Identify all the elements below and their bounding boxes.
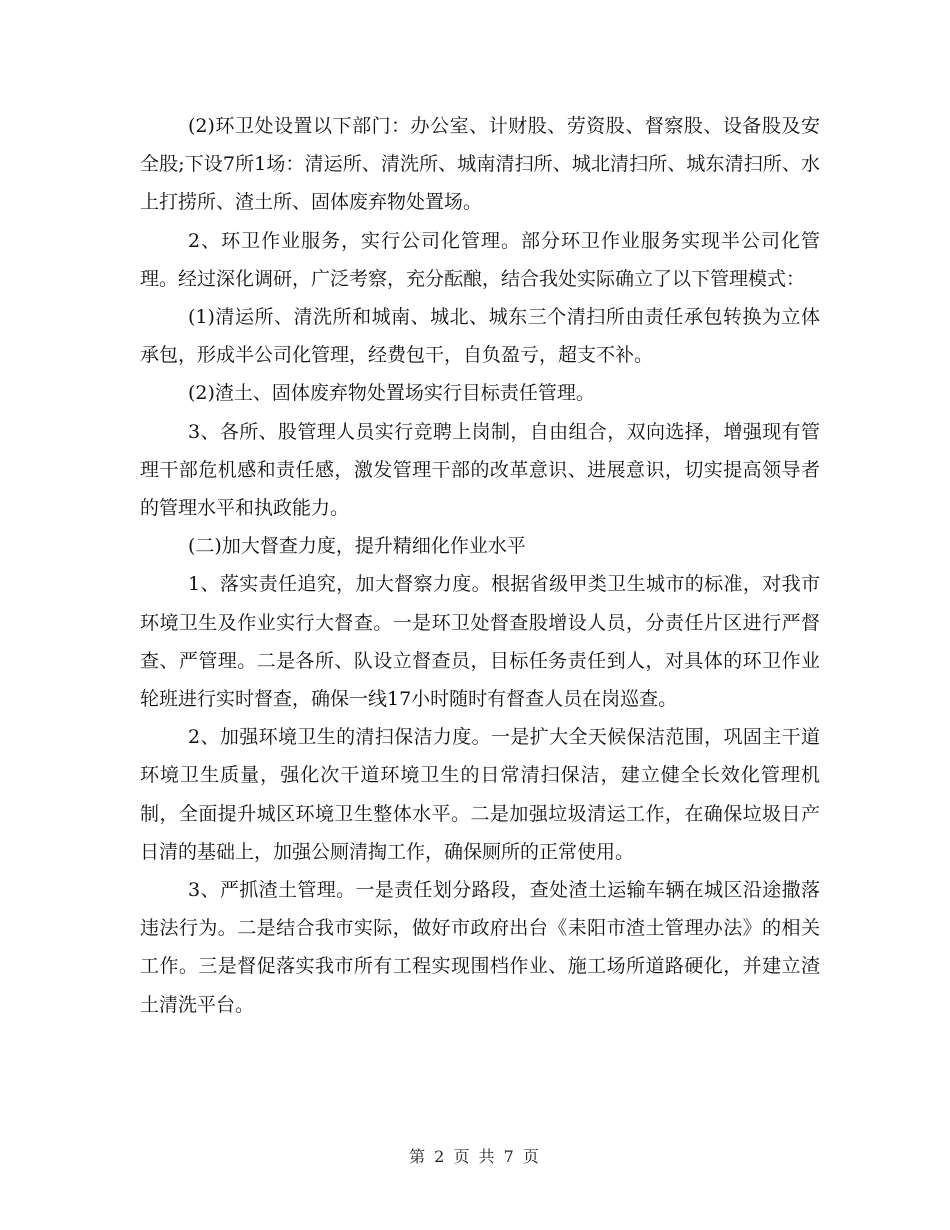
document-body: [140, 107, 820, 1024]
paragraph-cleaning: 2、加强环境卫生的清扫保洁力度。一是扩大全天候保洁范围，巩固主干道环境卫生质量，强化次干道环境卫生的日常清扫保洁，建立健全长效化管理机制，全面提升城区环境卫生整体水平。二是加强垃圾清运工作，在确保垃圾日产日清的基础上，加强公厕清掏工作，确保厕所的正常使用。: [140, 726, 820, 863]
paragraph-target-responsibility: (2)渣土、固体废弃物处置场实行目标责任管理。: [188, 382, 595, 405]
paragraph-company-management: 2、环卫作业服务，实行公司化管理。部分环卫作业服务实现半公司化管理。经过深化调研，广泛考察，充分酝酿，结合我处实际确立了以下管理模式：: [140, 229, 820, 290]
paragraph-contracting: (1)清运所、清洗所和城南、城北、城东三个清扫所由责任承包转换为立体承包，形成半公司化管理，经费包干，自负盈亏，超支不补。: [140, 306, 820, 367]
paragraph-muck-management: 3、严抓渣土管理。一是责任划分路段，查处渣土运输车辆在城区沿途撒落违法行为。二是结合我市实际，做好市政府出台《耒阳市渣土管理办法》的相关工作。三是督促落实我市所有工程实现围档作业、施工场所道路硬化，并建立渣土清洗平台。: [140, 879, 820, 1016]
paragraph-accountability: 1、落实责任追究，加大督察力度。根据省级甲类卫生城市的标准，对我市环境卫生及作业实行大督查。一是环卫处督查股增设人员，分责任片区进行严督查、严管理。二是各所、队设立督查员，目标任务责任到人，对具体的环卫作业轮班进行实时督查，确保一线17小时随时有督查人员在岗巡查。: [140, 573, 820, 711]
page-number-footer: 第 2 页 共 7 页: [409, 1147, 541, 1166]
paragraph-competitive-posts: 3、各所、股管理人员实行竞聘上岗制，自由组合，双向选择，增强现有管理干部危机感和责任感，激发管理干部的改革意识、进展意识，切实提高领导者的管理水平和执政能力。: [140, 420, 820, 520]
section-heading-supervision: (二)加大督查力度，提升精细化作业水平: [188, 535, 526, 558]
paragraph-departments: (2)环卫处设置以下部门：办公室、计财股、劳资股、督察股、设备股及安全股;下设7所1场：清运所、清洗所、城南清扫所、城北清扫所、城东清扫所、水上打捞所、渣土所、固体废弃物处置场。: [140, 115, 820, 214]
